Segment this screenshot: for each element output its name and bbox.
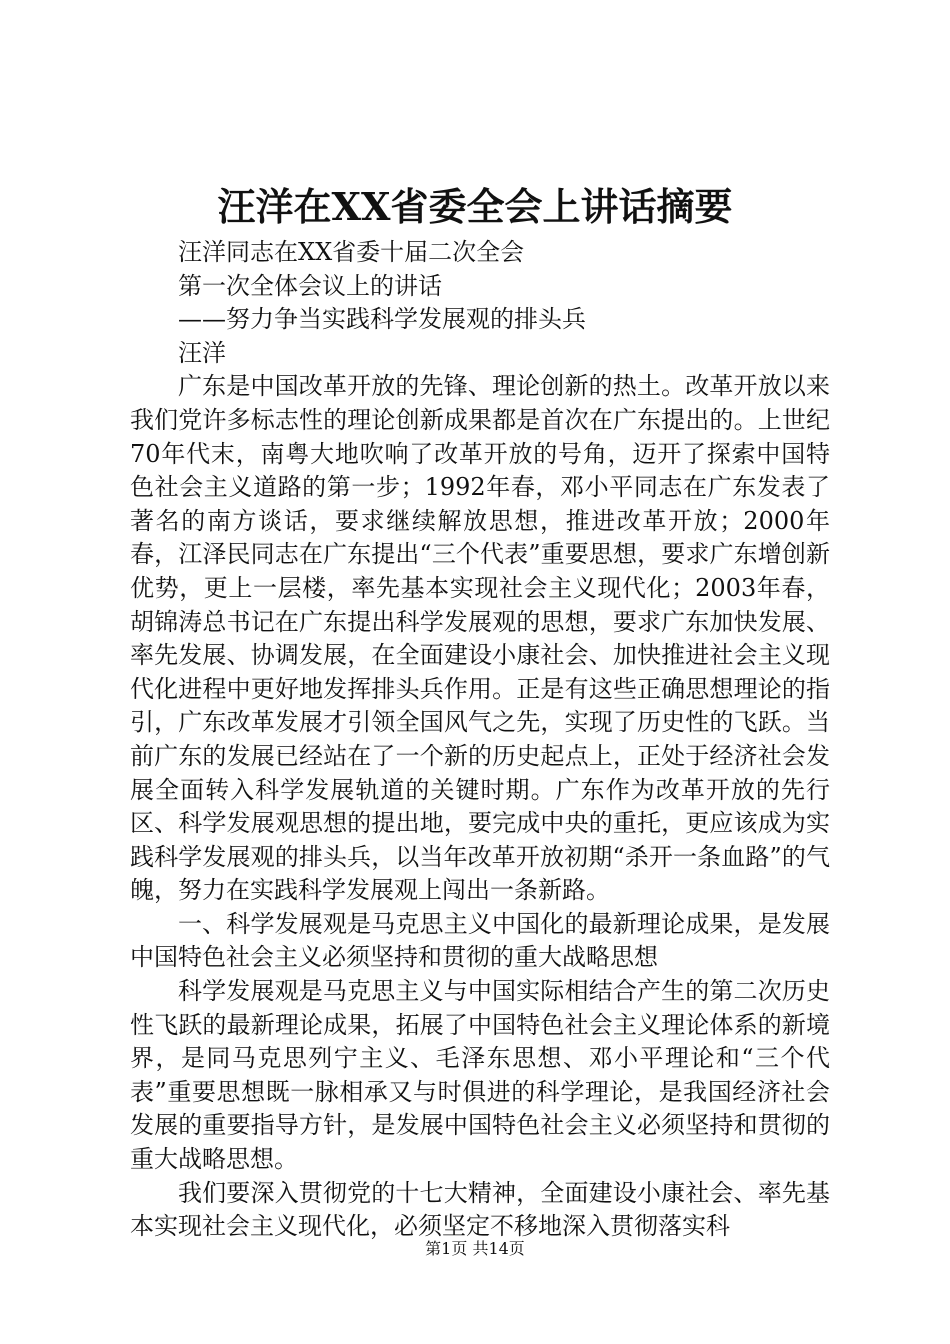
section-heading: 一、科学发展观是马克思主义中国化的最新理论成果，是发展中国特色社会主义必须坚持和贯彻的重大战略思想 [130,909,830,972]
header-line-venue: 汪洋同志在XX省委十届二次全会 [178,238,525,266]
paragraph: 科学发展观是马克思主义与中国实际相结合产生的第二次历史性飞跃的最新理论成果，拓展了中国特色社会主义理论体系的新境界，是同马克思列宁主义、毛泽东思想、邓小平理论和“三个代表”重要思想既一脉相承又与时俱进的科学理论，是我国经济社会发展的重要指导方针，是发展中国特色社会主义必须坚持和贯彻的重大战略思想。 [130,977,830,1174]
page-number: 第1页 共14页 [425,1239,525,1258]
header-line-author: 汪洋 [178,338,226,367]
document-body [130,236,830,1244]
paragraph: 广东是中国改革开放的先锋、理论创新的热土。改革开放以来我们党许多标志性的理论创新成果都是首次在广东提出的。上世纪70年代末，南粤大地吹响了改革开放的号角，迈开了探索中国特色社会主义道路的第一步；1992年春，邓小平同志在广东发表了著名的南方谈话，要求继续解放思想，推进改革开放；2000年春，江泽民同志在广东提出“三个代表”重要思想，要求广东增创新优势，更上一层楼，率先基本实现社会主义现代化；2003年春，胡锦涛总书记在广东提出科学发展观的思想，要求广东加快发展、率先发展、协调发展，在全面建设小康社会、加快推进社会主义现代化进程中更好地发挥排头兵作用。正是有这些正确思想理论的指引，广东改革发展才引领全国风气之先，实现了历史性的飞跃。当前广东的发展已经站在了一个新的历史起点上，正处于经济社会发展全面转入科学发展轨道的关键时期。广东作为改革开放的先行区、科学发展观思想的提出地，要完成中央的重托，更应该成为实践科学发展观的排头兵，以当年改革开放初期“杀开一条血路”的气魄，努力在实践科学发展观上闯出一条新路。 [130,372,830,905]
document-title: 汪洋在XX省委全会上讲话摘要 [217,184,733,229]
paragraph: 我们要深入贯彻党的十七大精神，全面建设小康社会、率先基本实现社会主义现代化，必须坚定不移地深入贯彻落实科 [130,1178,830,1241]
header-line-subtitle: ——努力争当实践科学发展观的排头兵 [178,305,586,334]
header-line-session: 第一次全体会议上的讲话 [178,271,442,300]
